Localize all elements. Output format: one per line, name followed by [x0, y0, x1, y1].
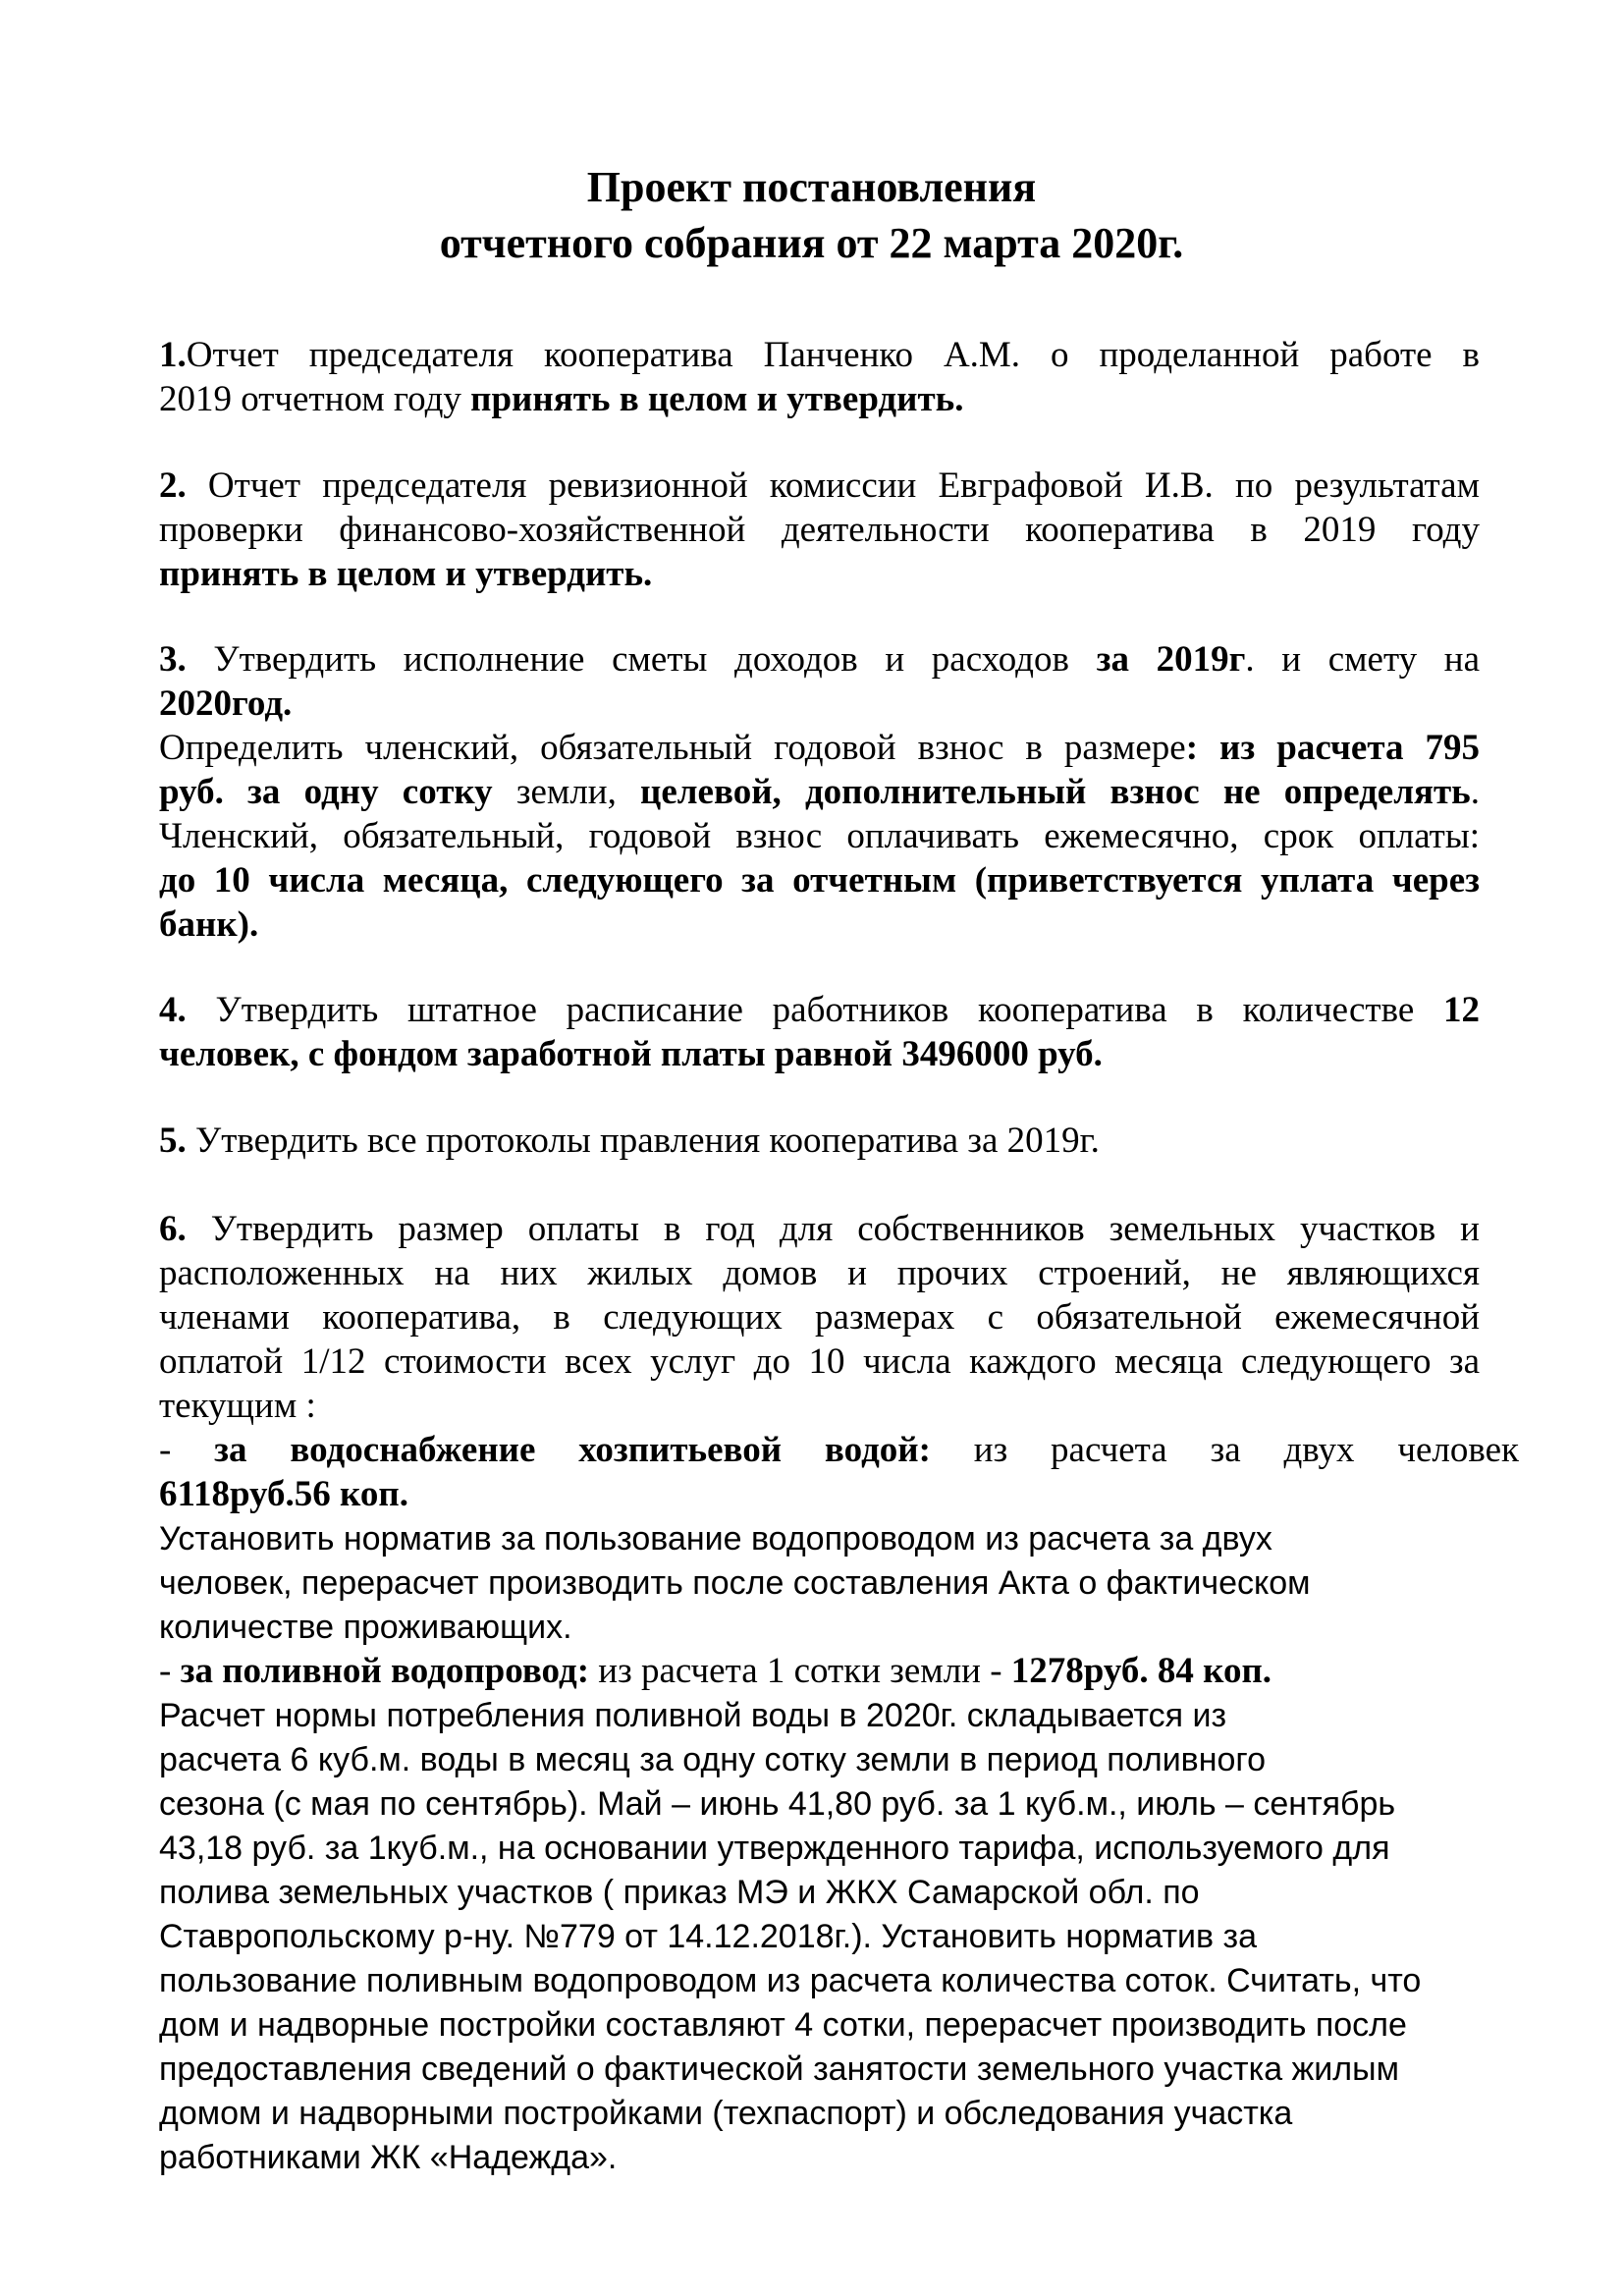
- text: работниками ЖК «Надежда».: [159, 2139, 618, 2176]
- text: расположенных на них жилых домов и прочих строений, не являющихся: [159, 1253, 1480, 1293]
- text: Установить норматив за пользование водопроводом из расчета за двух: [159, 1520, 1272, 1558]
- bold-text: 4.: [159, 990, 187, 1030]
- bold-text: руб. за одну сотку: [159, 772, 493, 812]
- text: сезона (с мая по сентябрь). Май – июнь 41,80 руб. за 1 куб.м., июль – сентябрь: [159, 1785, 1396, 1823]
- item-4-line-2: [159, 1033, 1480, 1076]
- text: домом и надворными постройками (техпаспорт) и обследования участка: [159, 2095, 1293, 2132]
- text: из расчета 1 сотки земли -: [589, 1651, 1011, 1691]
- text: количестве проживающих.: [159, 1609, 572, 1646]
- item-2-line-2: [159, 509, 1480, 552]
- text: полива земельных участков ( приказ МЭ и ЖКХ Самарской обл. по: [159, 1874, 1200, 1911]
- item-6-line-11: [159, 1650, 1480, 1693]
- bold-text: : из расчета 795: [1185, 728, 1480, 768]
- document-title-line-2: отчетного собрания от 22 марта 2020г.: [439, 219, 1184, 267]
- item-1-line-1: [159, 334, 1480, 377]
- text: Определить членский, обязательный годовой взнос в размере: [159, 728, 1186, 768]
- item-3-line-7: [159, 903, 1480, 947]
- item-5-line-1: [159, 1120, 1480, 1163]
- text: членами кооператива, в следующих размерах с обязательной ежемесячной: [159, 1297, 1480, 1338]
- bold-text: 1.: [159, 335, 187, 375]
- item-6-line-8: [159, 1517, 1480, 1560]
- item-3-line-2: [159, 683, 1480, 726]
- item-6-line-10: [159, 1606, 1480, 1649]
- item-6-line-12: [159, 1694, 1480, 1737]
- bold-text: 6.: [159, 1209, 187, 1249]
- item-6-line-7: [159, 1473, 1480, 1516]
- text: из расчета за двух человек: [930, 1430, 1519, 1470]
- text: 43,18 руб. за 1куб.м., на основании утвержденного тарифа, используемого для: [159, 1830, 1390, 1867]
- text: Ставропольскому р-ну. №779 от 14.12.2018г.). Установить норматив за: [159, 1918, 1258, 1955]
- bold-text: 1278руб. 84 коп.: [1010, 1651, 1272, 1691]
- text: -: [159, 1430, 215, 1470]
- bold-text: принять в целом и утвердить.: [159, 554, 653, 594]
- item-6-line-5: [159, 1385, 1480, 1428]
- item-3-line-4: [159, 771, 1480, 814]
- bold-text: 2020год.: [159, 683, 293, 724]
- item-1-line-2: [159, 378, 1480, 421]
- bold-text: 3.: [159, 639, 187, 680]
- text: дом и надворные постройки составляют 4 сотки, перерасчет производить после: [159, 2006, 1407, 2044]
- item-6-line-1: [159, 1208, 1480, 1251]
- text: Утвердить все протоколы правления кооператива за 2019г.: [186, 1121, 1100, 1161]
- bold-text: за поливной водопровод:: [180, 1651, 590, 1691]
- text: Расчет нормы потребления поливной воды в 2020г. складывается из: [159, 1697, 1227, 1734]
- item-2-line-1: [159, 465, 1480, 508]
- item-3-line-1: [159, 638, 1480, 682]
- text: проверки финансово-хозяйственной деятельности кооператива в 2019 году: [159, 510, 1480, 550]
- bold-text: за водоснабжение хозпитьевой водой:: [214, 1430, 931, 1470]
- item-6-line-13: [159, 1738, 1480, 1781]
- text: -: [159, 1651, 181, 1691]
- text: . и смету на: [1245, 639, 1480, 680]
- item-6-line-18: [159, 1959, 1480, 2002]
- item-4-line-1: [159, 989, 1480, 1032]
- bold-text: 5.: [159, 1121, 187, 1161]
- bold-text: 12: [1443, 990, 1480, 1030]
- text: Членский, обязательный, годовой взнос оплачивать ежемесячно, срок оплаты:: [159, 816, 1480, 856]
- item-6-line-3: [159, 1296, 1480, 1339]
- text: Утвердить размер оплаты в год для собственников земельных участков и: [186, 1209, 1480, 1249]
- text: Отчет председателя кооператива Панченко А.М. о проделанной работе в: [186, 335, 1480, 375]
- item-3-line-5: [159, 815, 1480, 858]
- text: расчета 6 куб.м. воды в месяц за одну сотку земли в период поливного: [159, 1741, 1266, 1778]
- item-6-line-17: [159, 1915, 1480, 1958]
- item-6-line-19: [159, 2003, 1480, 2047]
- document-title-line-1: Проект постановления: [586, 163, 1037, 211]
- item-6-line-15: [159, 1827, 1480, 1870]
- item-3-line-6: [159, 859, 1480, 902]
- item-6-line-14: [159, 1782, 1480, 1826]
- bold-text: принять в целом и утвердить.: [470, 379, 964, 419]
- text: предоставления сведений о фактической занятости земельного участка жилым: [159, 2050, 1399, 2088]
- text: пользование поливным водопроводом из расчета количества соток. Считать, что: [159, 1962, 1422, 1999]
- bold-text: за 2019г: [1096, 639, 1246, 680]
- text: 2019 отчетном году: [159, 379, 471, 419]
- text: Утвердить штатное расписание работников кооператива в количестве: [186, 990, 1443, 1030]
- item-3-line-3: [159, 727, 1480, 770]
- item-6-line-22: [159, 2136, 1480, 2179]
- text: человек, перерасчет производить после составления Акта о фактическом: [159, 1564, 1311, 1602]
- text: текущим :: [159, 1386, 316, 1426]
- text: .: [1470, 772, 1480, 812]
- item-6-line-21: [159, 2092, 1480, 2135]
- item-6-line-4: [159, 1340, 1480, 1384]
- bold-text: 2.: [159, 465, 187, 506]
- item-2-line-3: [159, 553, 1480, 596]
- item-6-line-20: [159, 2048, 1480, 2091]
- text: Утвердить исполнение сметы доходов и расходов: [186, 639, 1097, 680]
- bold-text: банк).: [159, 904, 259, 945]
- item-6-line-2: [159, 1252, 1480, 1295]
- item-6-line-6: [159, 1429, 1519, 1472]
- bold-text: до 10 числа месяца, следующего за отчетным (приветствуется уплата через: [159, 860, 1480, 901]
- bold-text: человек, с фондом заработной платы равной 3496000 руб.: [159, 1034, 1103, 1074]
- text: оплатой 1/12 стоимости всех услуг до 10 числа каждого месяца следующего за: [159, 1341, 1480, 1382]
- bold-text: целевой, дополнительный взнос не определять: [640, 772, 1471, 812]
- item-6-line-16: [159, 1871, 1480, 1914]
- bold-text: 6118руб.56 коп.: [159, 1474, 408, 1514]
- text: Отчет председателя ревизионной комиссии Евграфовой И.В. по результатам: [186, 465, 1480, 506]
- text: земли,: [492, 772, 641, 812]
- item-6-line-9: [159, 1561, 1480, 1605]
